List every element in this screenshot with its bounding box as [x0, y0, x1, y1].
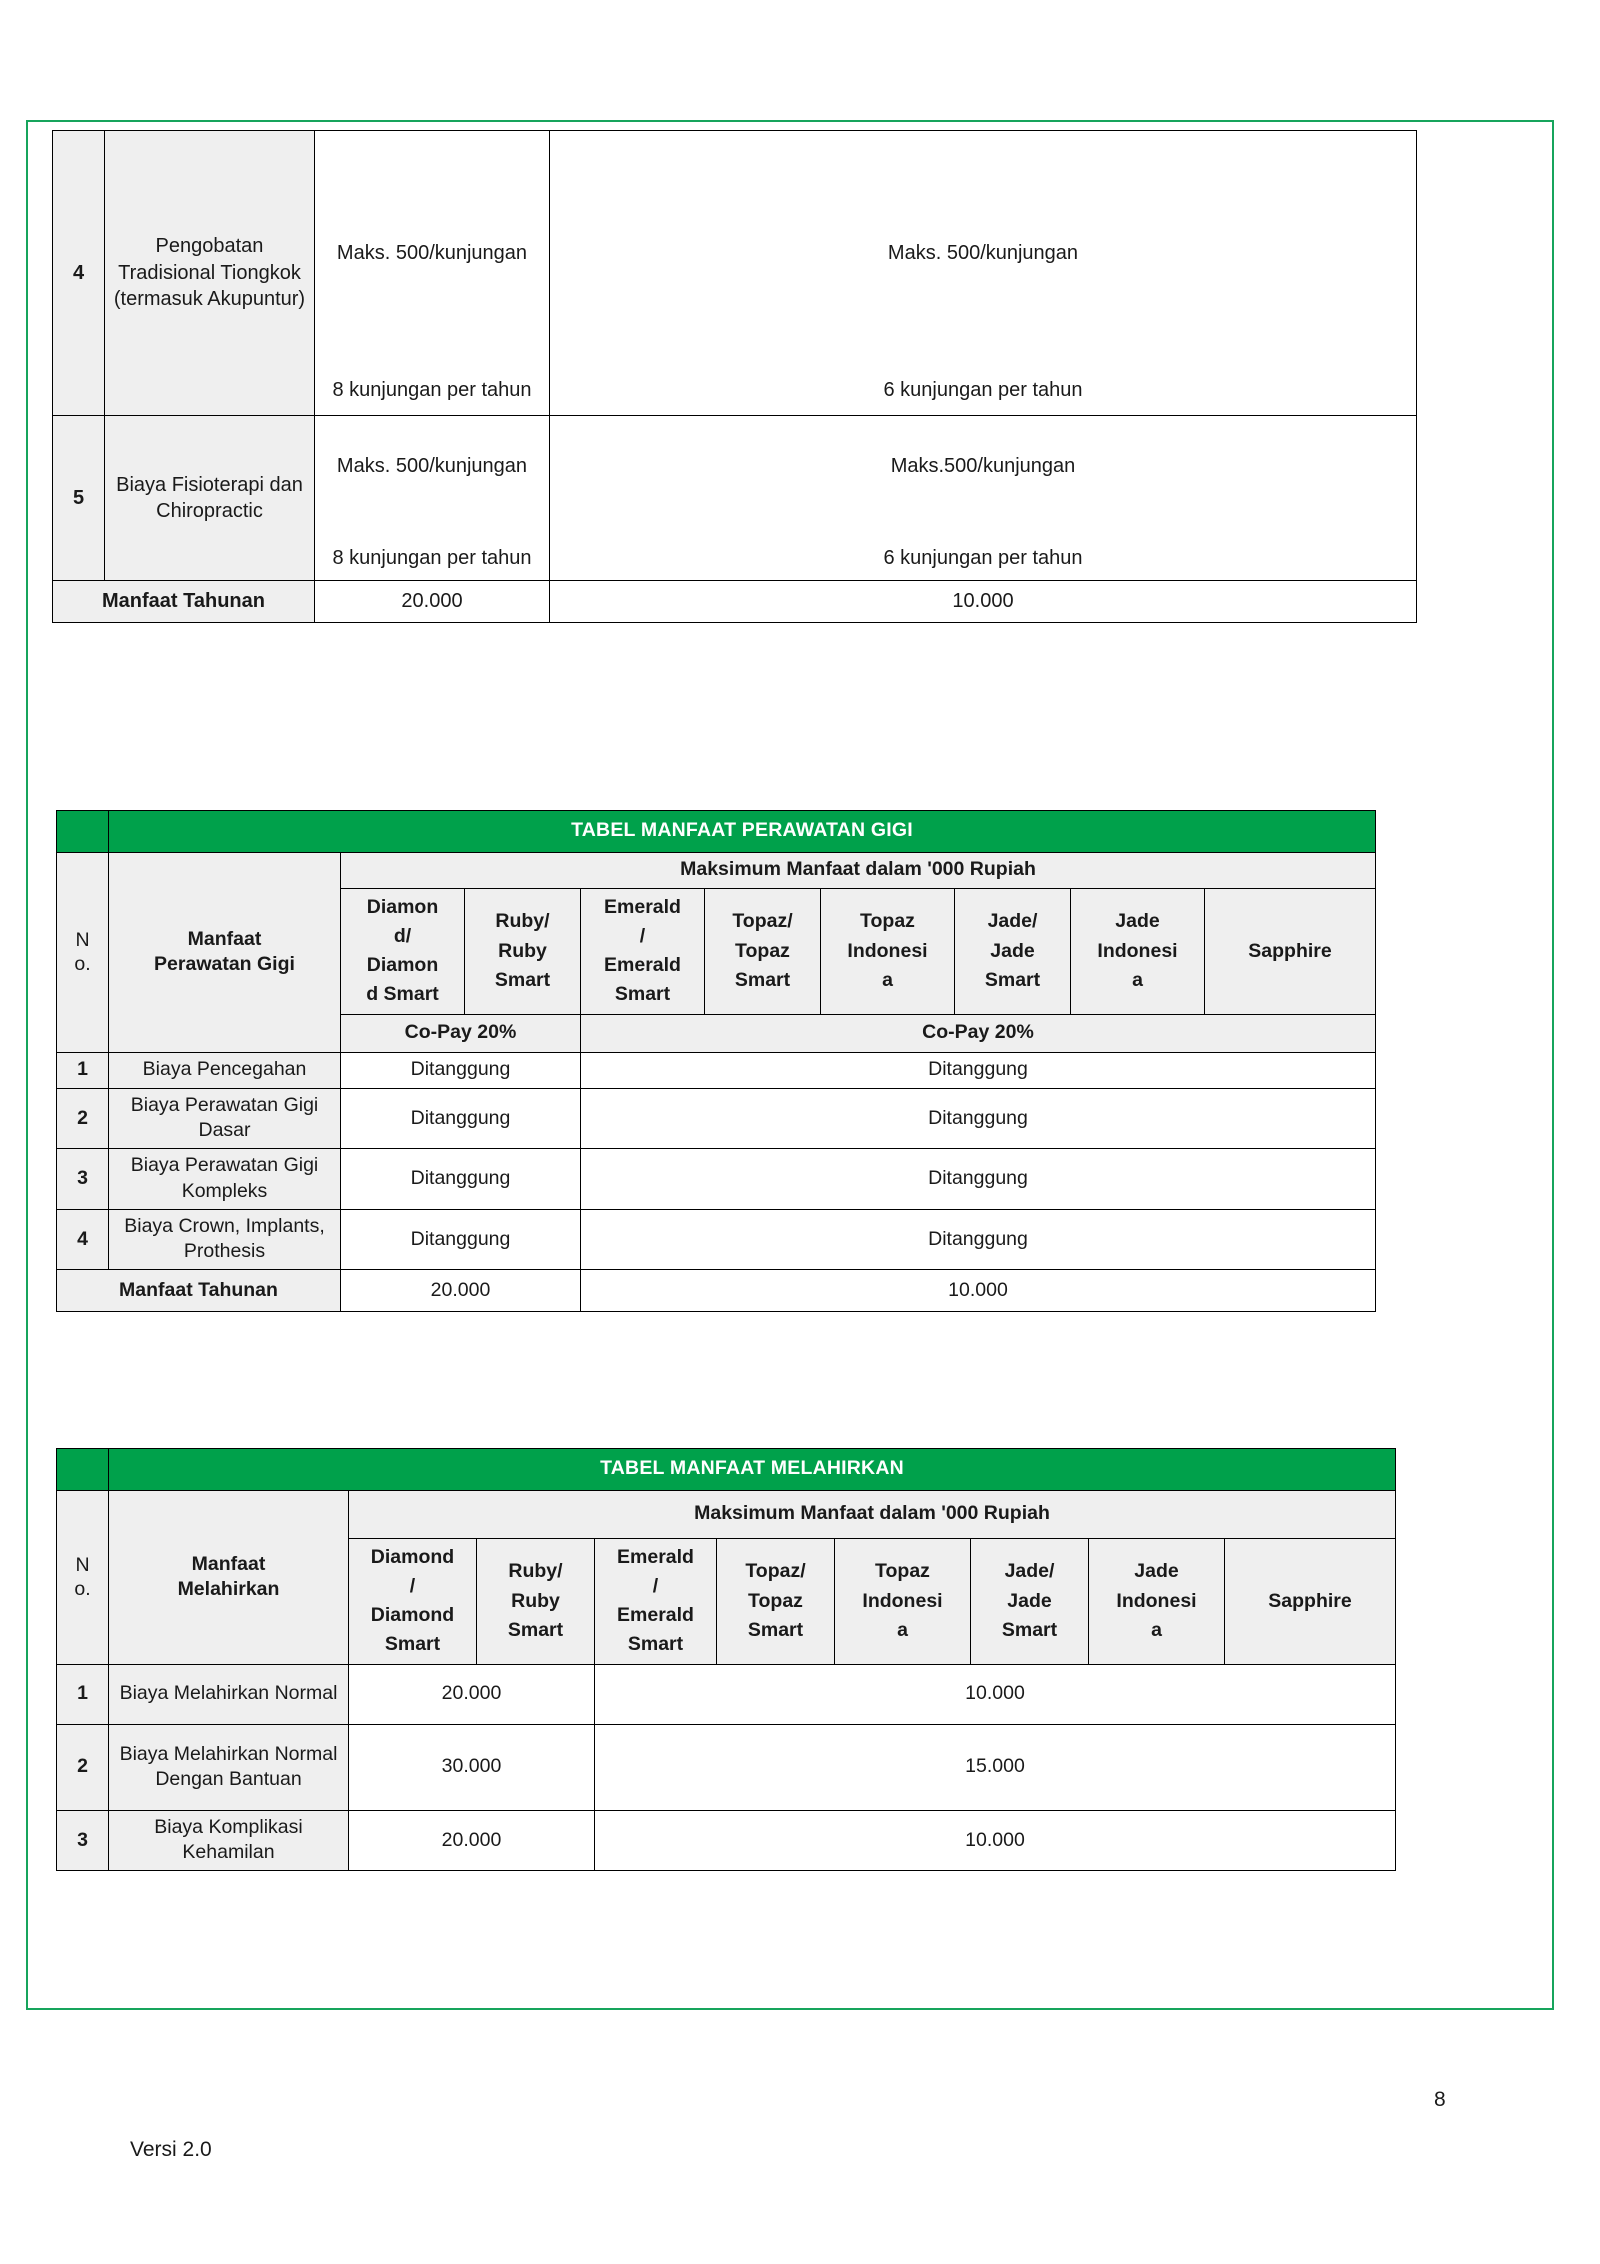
- dental-title-row: [57, 811, 1376, 853]
- row-number: 1: [57, 1052, 109, 1088]
- row-number: 3: [57, 1149, 109, 1209]
- row-col1-top: Maks. 500/kunjungan: [336, 241, 528, 264]
- row-benefit-name: Pengobatan Tradisional Tiongkok (termasuk Akupuntur): [105, 131, 315, 416]
- row-col1-top: Maks. 500/kunjungan: [336, 455, 528, 477]
- maternity-header-max: [57, 1490, 1396, 1538]
- table-row: [57, 1724, 1396, 1810]
- annual-benefit-col1: 20.000: [341, 1270, 581, 1312]
- row-col2: Ditanggung: [581, 1149, 1376, 1209]
- table-row: [57, 1664, 1396, 1724]
- footer-version: Versi 2.0: [130, 2138, 212, 2161]
- row-col2: 15.000: [595, 1724, 1396, 1810]
- maternity-plan-3: Emerald / Emerald Smart: [595, 1538, 717, 1664]
- row-col1-bottom: 8 kunjungan per tahun: [332, 546, 532, 569]
- maternity-plan-4: Topaz/ Topaz Smart: [717, 1538, 835, 1664]
- maternity-col-no: N o.: [57, 1490, 109, 1664]
- maternity-max-benefit-header: Maksimum Manfaat dalam '000 Rupiah: [349, 1490, 1396, 1538]
- table-maternity-benefits: [56, 1448, 1396, 1871]
- dental-plan-5: Topaz Indonesi a: [821, 888, 955, 1014]
- row-benefit-name: Biaya Crown, Implants, Prothesis: [109, 1209, 341, 1269]
- row-col1: Ditanggung: [341, 1149, 581, 1209]
- table-row: [57, 1149, 1376, 1209]
- dental-copay-right: Co-Pay 20%: [581, 1014, 1376, 1052]
- maternity-plan-2: Ruby/ Ruby Smart: [477, 1538, 595, 1664]
- table-row: [57, 1088, 1376, 1148]
- row-number: 5: [53, 416, 105, 581]
- row-col1-bottom: 8 kunjungan per tahun: [332, 379, 532, 402]
- row-col2: 10.000: [595, 1810, 1396, 1870]
- maternity-table-title: TABEL MANFAAT MELAHIRKAN: [109, 1449, 1396, 1491]
- table-row: [53, 416, 1417, 581]
- dental-header-max: [57, 852, 1376, 888]
- dental-plan-7: Jade Indonesi a: [1071, 888, 1205, 1014]
- row-col1: [315, 131, 550, 416]
- row-number: 2: [57, 1088, 109, 1148]
- row-number: 1: [57, 1664, 109, 1724]
- row-col2: Ditanggung: [581, 1088, 1376, 1148]
- table-row-annual: [53, 581, 1417, 623]
- table-inpatient-continued: [52, 130, 1417, 623]
- row-benefit-name: Biaya Pencegahan: [109, 1052, 341, 1088]
- dental-copay-left: Co-Pay 20%: [341, 1014, 581, 1052]
- row-col1: Ditanggung: [341, 1209, 581, 1269]
- dental-max-benefit-header: Maksimum Manfaat dalam '000 Rupiah: [341, 852, 1376, 888]
- dental-plan-3: Emerald / Emerald Smart: [581, 888, 705, 1014]
- table-row: [53, 131, 1417, 416]
- row-col1: 20.000: [349, 1664, 595, 1724]
- table-row: [57, 1052, 1376, 1088]
- maternity-plan-6: Jade/ Jade Smart: [971, 1538, 1089, 1664]
- banner-spacer: [57, 1449, 109, 1491]
- dental-table-title: TABEL MANFAAT PERAWATAN GIGI: [109, 811, 1376, 853]
- row-col1: [315, 416, 550, 581]
- row-benefit-name: Biaya Fisioterapi dan Chiropractic: [105, 416, 315, 581]
- annual-benefit-col2: 10.000: [550, 581, 1417, 623]
- row-number: 4: [53, 131, 105, 416]
- row-benefit-name: Biaya Perawatan Gigi Kompleks: [109, 1149, 341, 1209]
- row-col2: 10.000: [595, 1664, 1396, 1724]
- annual-benefit-col2: 10.000: [581, 1270, 1376, 1312]
- row-col1: Ditanggung: [341, 1088, 581, 1148]
- annual-benefit-label: Manfaat Tahunan: [57, 1270, 341, 1312]
- table-dental-benefits: [56, 810, 1376, 1312]
- footer-page-number: 8: [1434, 2088, 1446, 2111]
- dental-plan-4: Topaz/ Topaz Smart: [705, 888, 821, 1014]
- maternity-title-row: [57, 1449, 1396, 1491]
- dental-plan-1: Diamon d/ Diamon d Smart: [341, 888, 465, 1014]
- row-col2-bottom: 6 kunjungan per tahun: [883, 546, 1083, 569]
- row-benefit-name: Biaya Melahirkan Normal Dengan Bantuan: [109, 1724, 349, 1810]
- row-col1: Ditanggung: [341, 1052, 581, 1088]
- dental-plan-6: Jade/ Jade Smart: [955, 888, 1071, 1014]
- row-col2-top: Maks.500/kunjungan: [890, 455, 1076, 477]
- row-number: 4: [57, 1209, 109, 1269]
- table-row: [57, 1209, 1376, 1269]
- table-row-annual: [57, 1270, 1376, 1312]
- row-col2: [550, 131, 1417, 416]
- maternity-plan-1: Diamond / Diamond Smart: [349, 1538, 477, 1664]
- banner-spacer: [57, 811, 109, 853]
- annual-benefit-label: Manfaat Tahunan: [53, 581, 315, 623]
- row-number: 3: [57, 1810, 109, 1870]
- annual-benefit-col1: 20.000: [315, 581, 550, 623]
- maternity-plan-8: Sapphire: [1225, 1538, 1396, 1664]
- dental-plan-2: Ruby/ Ruby Smart: [465, 888, 581, 1014]
- dental-col-no: N o.: [57, 852, 109, 1052]
- row-col2: Ditanggung: [581, 1209, 1376, 1269]
- row-col2: Ditanggung: [581, 1052, 1376, 1088]
- row-col1: 30.000: [349, 1724, 595, 1810]
- row-col2-top: Maks. 500/kunjungan: [887, 241, 1079, 264]
- maternity-plan-7: Jade Indonesi a: [1089, 1538, 1225, 1664]
- row-col1: 20.000: [349, 1810, 595, 1870]
- row-benefit-name: Biaya Komplikasi Kehamilan: [109, 1810, 349, 1870]
- row-col2-bottom: 6 kunjungan per tahun: [883, 379, 1083, 402]
- row-benefit-name: Biaya Perawatan Gigi Dasar: [109, 1088, 341, 1148]
- row-number: 2: [57, 1724, 109, 1810]
- maternity-col-benefit: Manfaat Melahirkan: [109, 1490, 349, 1664]
- dental-plan-8: Sapphire: [1205, 888, 1376, 1014]
- row-col2: [550, 416, 1417, 581]
- maternity-plan-5: Topaz Indonesi a: [835, 1538, 971, 1664]
- dental-col-benefit: Manfaat Perawatan Gigi: [109, 852, 341, 1052]
- table-row: [57, 1810, 1396, 1870]
- row-benefit-name: Biaya Melahirkan Normal: [109, 1664, 349, 1724]
